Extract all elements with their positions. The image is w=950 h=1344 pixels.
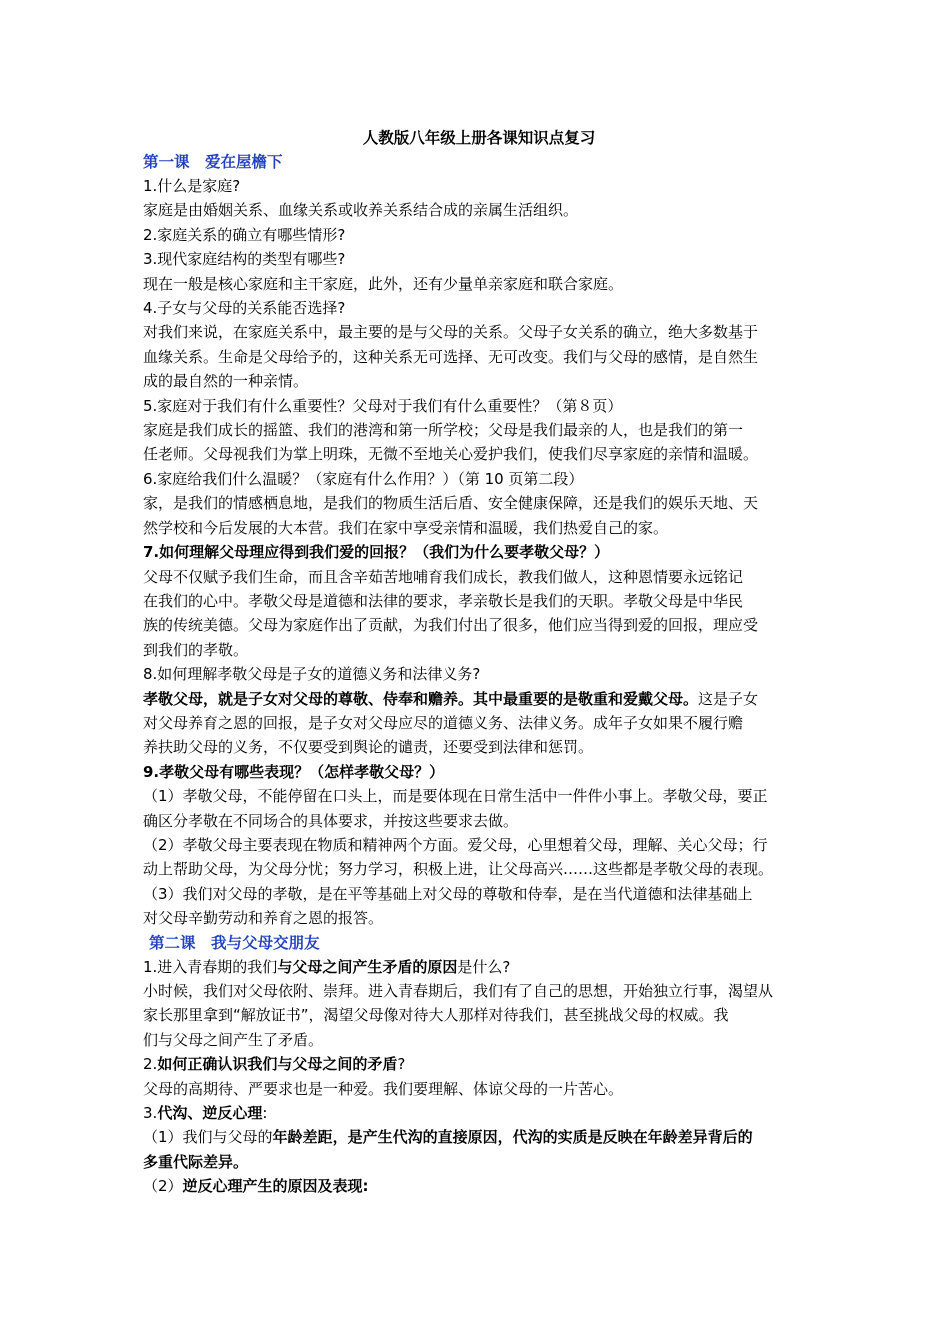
answer-line: 们与父母之间产生了矛盾。 [143, 1030, 324, 1049]
emphasis-text: ，是产生代沟的直接原因，代沟的实质是反映在年龄差异背后的 [332, 1128, 753, 1147]
question-2-2 [143, 1052, 815, 1076]
lesson-2-heading: 第二课 我与父母交朋友 [149, 933, 320, 952]
plain-text: 3. [143, 1104, 158, 1123]
answer-line: 多重代际差异。 [143, 1152, 249, 1171]
plain-text: 1.进入青春期的我们 [143, 957, 278, 976]
question-9: 9.孝敬父母有哪些表现？（怎样孝敬父母？） [143, 762, 445, 781]
answer-line: （3）我们对父母的孝敬，是在平等基础上对父母的尊敬和侍奉，是在当代道德和法律基础上 [143, 884, 753, 903]
document-body [143, 126, 815, 1199]
document-title: 人教版八年级上册各课知识点复习 [362, 129, 596, 147]
question-3: 3.现代家庭结构的类型有哪些? [143, 250, 346, 269]
answer-line: 血缘关系。生命是父母给予的，这种关系无可选择、无可改变。我们与父母的感情，是自然生 [143, 347, 759, 366]
question-1: 1.什么是家庭? [143, 177, 241, 195]
answer-line: 然学校和今后发展的大本营。我们在家中享受亲情和温暖，我们热爱自己的家。 [143, 518, 669, 537]
lesson-1-heading: 第一课 爱在屋檐下 [143, 153, 283, 171]
answer-line: 对父母养育之恩的回报，是子女对父母应尽的道德义务、法律义务。成年子女如果不履行赡 [143, 713, 744, 732]
answer-line: 家长那里拿到“解放证书”，渴望父母像对待大人那样对待我们，甚至挑战父母的权威。我 [143, 1006, 729, 1025]
question-4: 4.子女与父母的关系能否选择? [143, 299, 346, 318]
question-2-1 [143, 955, 815, 979]
plain-text: （2） [143, 1177, 183, 1196]
answer-line: 小时候，我们对父母依附、崇拜。进入青春期后，我们有了自己的思想，开始独立行事，渴望从 [143, 982, 774, 1000]
emphasis-text: 代沟、逆反心理 [157, 1104, 263, 1123]
answer-line: 家，是我们的情感栖息地，是我们的物质生活后盾、安全健康保障，还是我们的娱乐天地、天 [143, 494, 759, 513]
answer-line: 现在一般是核心家庭和主干家庭，此外，还有少量单亲家庭和联合家庭。 [143, 274, 624, 293]
question-2-3 [143, 1101, 815, 1125]
answer-line: 确区分孝敬在不同场合的具体要求，并按这些要求去做。 [143, 811, 519, 830]
answer-line [143, 1174, 815, 1198]
plain-text: : [262, 1104, 268, 1123]
answer-line: 动上帮助父母，为父母分忧；努力学习，积极上进，让父母高兴……这些都是孝敬父母的表现。 [143, 860, 774, 879]
emphasis-text: 逆反心理产生的原因及表现: [182, 1177, 369, 1196]
answer-line: 在我们的心中。孝敬父母是道德和法律的要求，孝亲敬长是我们的天职。孝敬父母是中华民 [143, 591, 744, 610]
answer-line: 成的最自然的一种亲情。 [143, 372, 309, 391]
answer-line: 对我们来说，在家庭关系中，最主要的是与父母的关系。父母子女关系的确立，绝大多数基于 [143, 323, 759, 342]
emphasis-text: 年龄差距 [272, 1128, 333, 1147]
answer-line: 父母的高期待、严要求也是一种爱。我们要理解、体谅父母的一片苦心。 [143, 1079, 624, 1098]
plain-text: （1）我们与父母的 [143, 1128, 273, 1147]
question-2: 2.家庭关系的确立有哪些情形? [143, 225, 346, 244]
answer-line: 养扶助父母的义务，不仅要受到舆论的谴责，还要受到法律和惩罚。 [143, 738, 594, 757]
plain-text: 2. [143, 1055, 158, 1074]
answer-line [143, 1125, 815, 1149]
answer-line: （1）孝敬父母，不能停留在口头上，而是要体现在日常生活中一件件小事上。孝敬父母，要正 [143, 787, 768, 806]
question-6: 6.家庭给我们什么温暖？（家庭有什么作用？）（第 10 页第二段） [143, 469, 584, 488]
emphasis-text: 如何正确认识我们与父母之间的矛盾 [157, 1055, 398, 1074]
plain-text: 是什么? [457, 957, 511, 976]
emphasis-text: 孝敬父母，就是子女对父母的尊敬、侍奉和赡养。其中最重要的是敬重和爱戴父母。 [143, 689, 699, 708]
answer-line: 任老师。父母视我们为掌上明珠，无微不至地关心爱护我们，使我们尽享家庭的亲情和温暖。 [143, 445, 759, 464]
answer-line [143, 687, 815, 711]
answer-line: 家庭是我们成长的摇篮、我们的港湾和第一所学校；父母是我们最亲的人，也是我们的第一 [143, 421, 744, 440]
answer-line: 对父母辛勤劳动和养育之恩的报答。 [143, 909, 384, 928]
plain-text: ? [397, 1055, 406, 1074]
answer-line: （2）孝敬父母主要表现在物质和精神两个方面。爱父母，心里想着父母，理解、关心父母；行 [143, 835, 768, 854]
plain-text: 这是子女 [698, 689, 759, 708]
question-5: 5.家庭对于我们有什么重要性？父母对于我们有什么重要性？（第８页） [143, 396, 623, 415]
answer-line: 族的传统美德。父母为家庭作出了贡献，为我们付出了很多，他们应当得到爱的回报，理应受 [143, 616, 759, 635]
emphasis-text: 与父母之间产生矛盾的原因 [277, 957, 458, 976]
question-8: 8.如何理解孝敬父母是子女的道德义务和法律义务? [143, 665, 481, 684]
answer-line: 家庭是由婚姻关系、血缘关系或收养关系结合成的亲属生活组织。 [143, 201, 579, 220]
answer-line: 到我们的孝敬。 [143, 640, 249, 659]
question-7: 7.如何理解父母理应得到我们爱的回报？（我们为什么要孝敬父母？） [143, 543, 610, 562]
answer-line: 父母不仅赋予我们生命，而且含辛茹苦地哺育我们成长，教我们做人，这种恩情要永远铭记 [143, 567, 744, 586]
